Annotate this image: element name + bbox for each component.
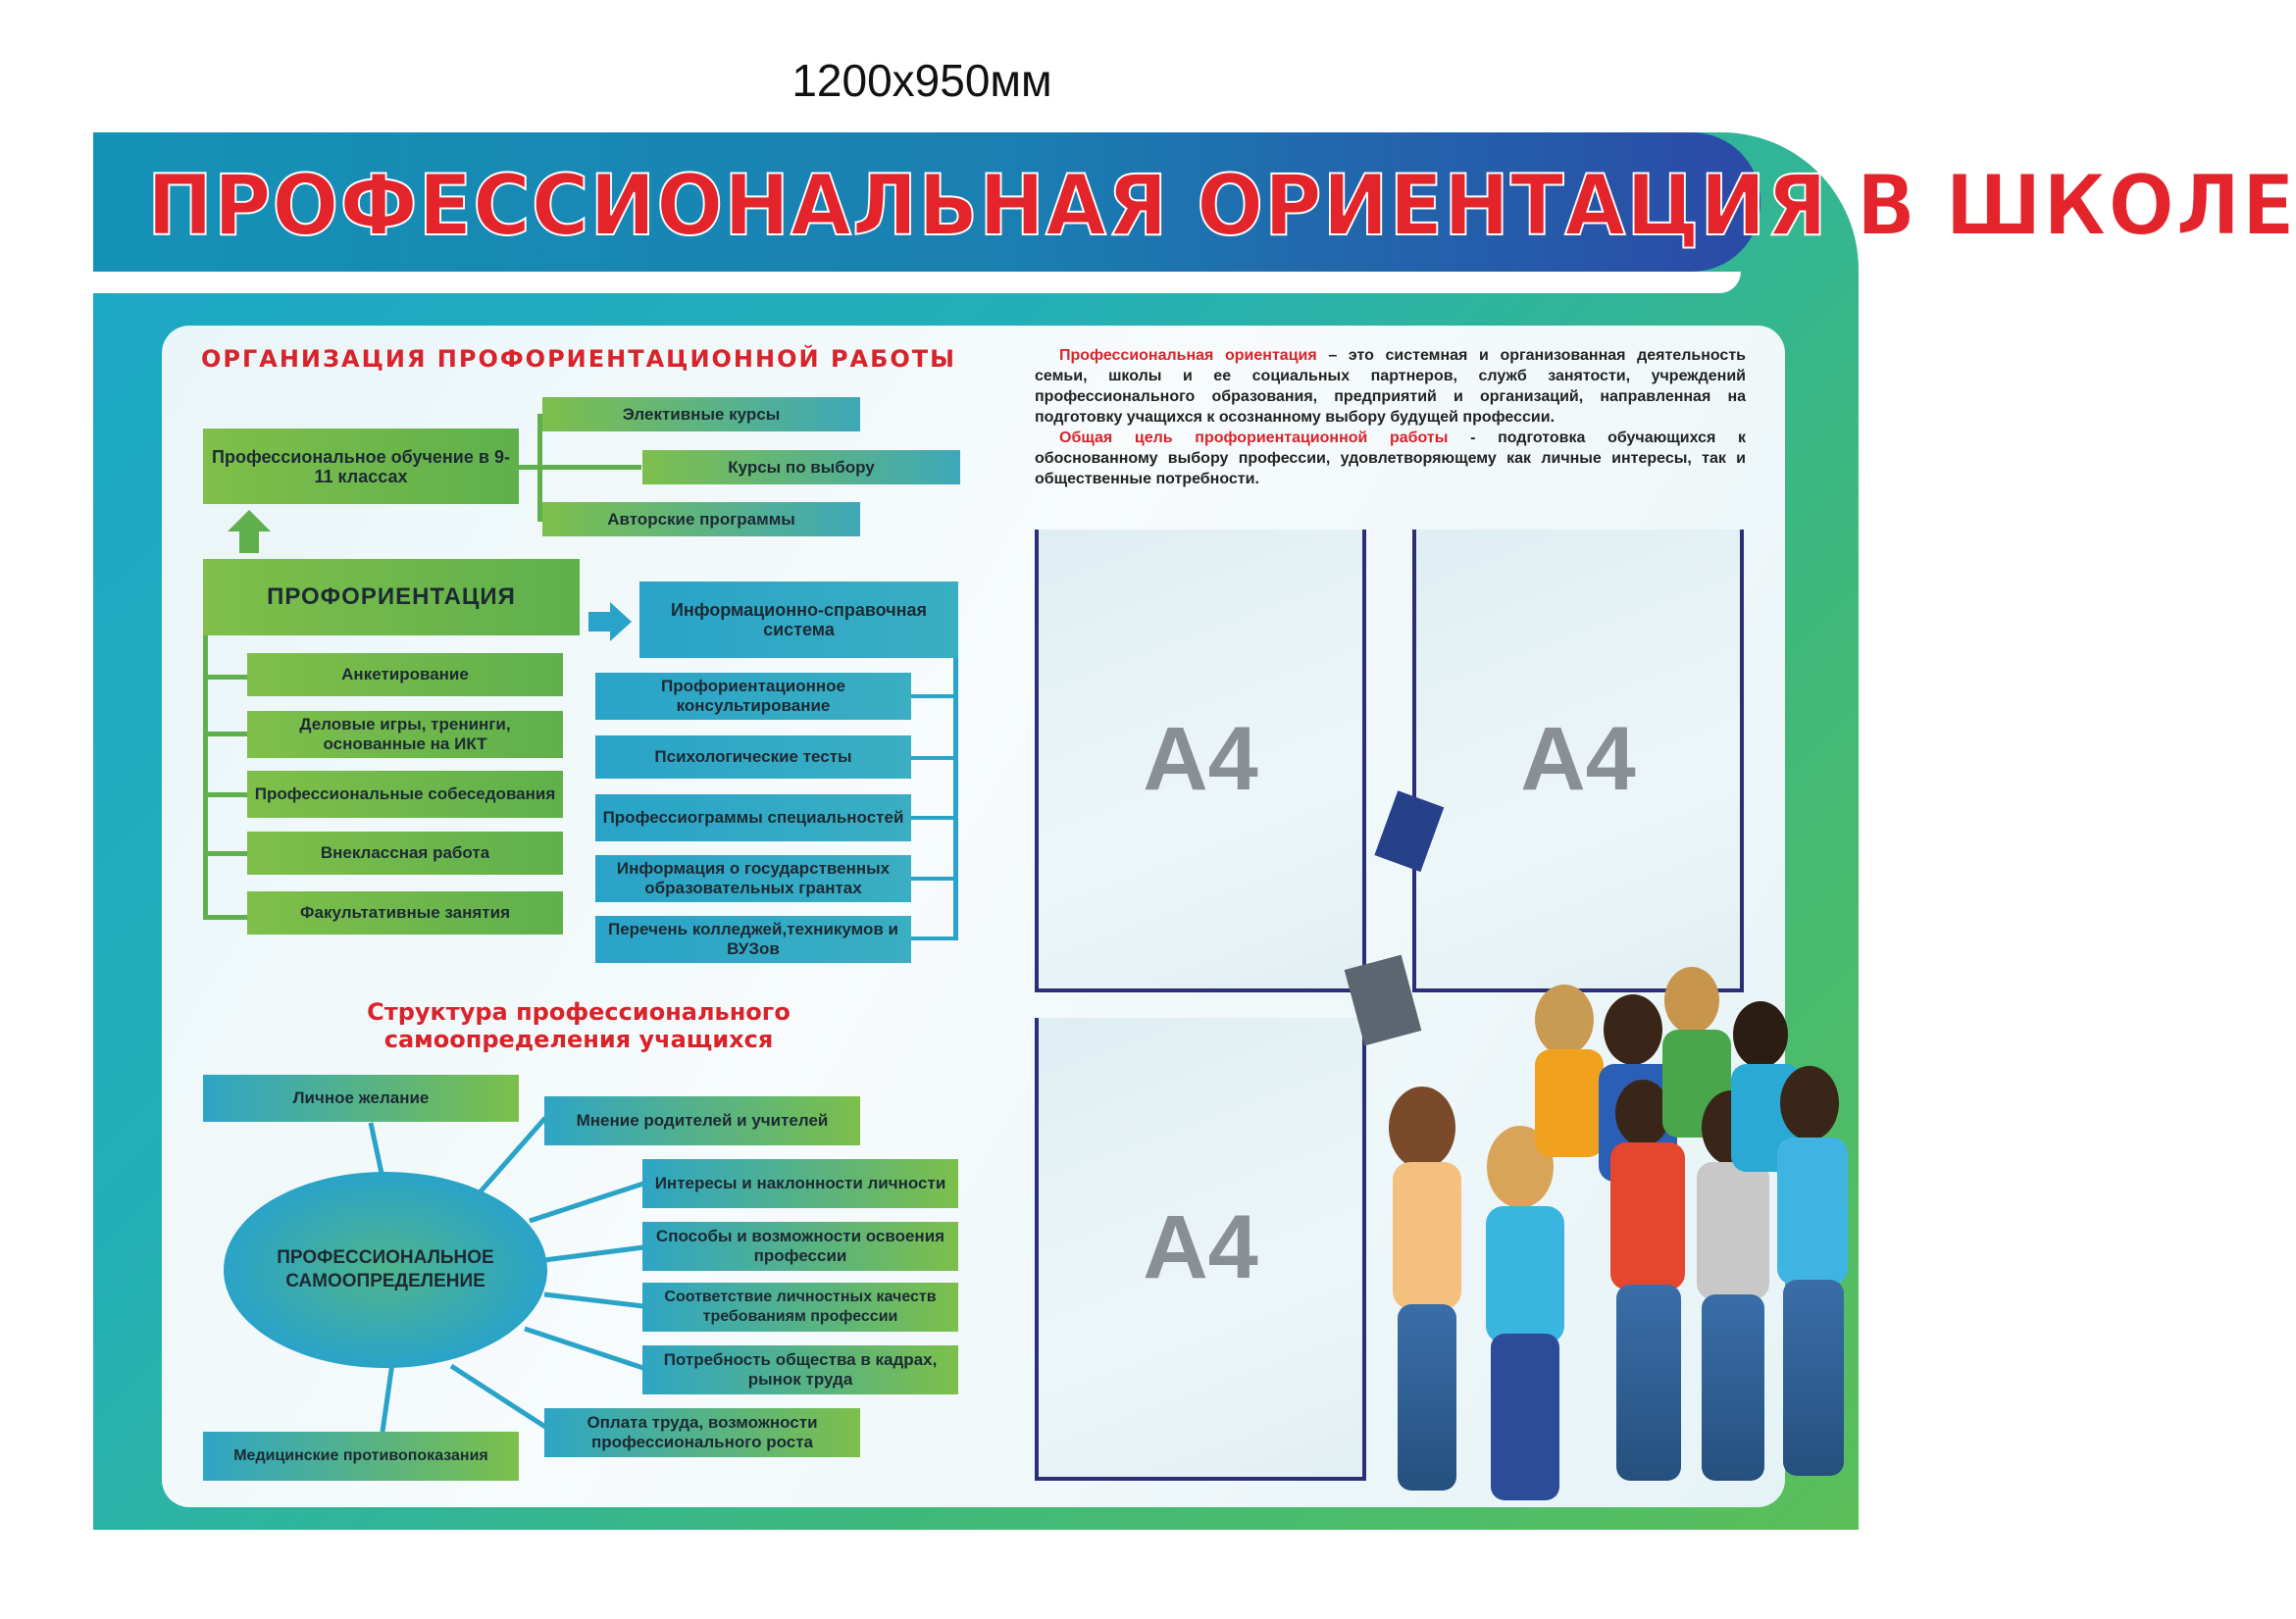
org-heading: ОРГАНИЗАЦИЯ ПРОФОРИЕНТАЦИОННОЙ РАБОТЫ bbox=[200, 345, 957, 373]
left-item-4: Внеклассная работа bbox=[247, 832, 563, 875]
structure-heading-line1: Структура профессионального bbox=[367, 998, 791, 1026]
structure-item-6: Оплата труда, возможности профессионального роста bbox=[544, 1408, 860, 1457]
training-box: Профессиональное обучение в 9-11 классах bbox=[203, 429, 519, 504]
proforientation-box: ПРОФОРИЕНТАЦИЯ bbox=[203, 559, 580, 635]
a4-pocket-3 bbox=[1035, 1018, 1366, 1481]
a4-label-2: A4 bbox=[1520, 708, 1636, 809]
left-item-3: Профессиональные собеседования bbox=[247, 771, 563, 818]
a4-pocket-1 bbox=[1035, 530, 1366, 992]
description-text2: - подготовка обучающихся к обоснованному выбору профессии, удовлетворяющему как личные интересы, так и общественные потребности. bbox=[1035, 430, 1746, 487]
structure-item-1: Мнение родителей и учителей bbox=[544, 1096, 860, 1145]
right-item-1: Профориентационное консультирование bbox=[595, 673, 911, 720]
description-term1: Профессиональная ориентация bbox=[1059, 347, 1317, 364]
personal-desire-box: Личное желание bbox=[203, 1075, 519, 1122]
left-item-2: Деловые игры, тренинги, основанные на ИКТ bbox=[247, 711, 563, 758]
a4-label-3: A4 bbox=[1143, 1196, 1258, 1297]
left-item-5: Факультативные занятия bbox=[247, 891, 563, 935]
right-item-4: Информация о государственных образовательных грантах bbox=[595, 855, 911, 902]
right-item-5: Перечень колледжей,техникумов и ВУЗов bbox=[595, 916, 911, 963]
training-item-1: Элективные курсы bbox=[542, 397, 860, 431]
medical-box: Медицинские противопоказания bbox=[203, 1432, 519, 1481]
info-system-box: Информационно-справочная система bbox=[639, 582, 958, 658]
students-photo bbox=[1353, 941, 1863, 1530]
structure-item-5: Потребность общества в кадрах, рынок труда bbox=[642, 1345, 958, 1394]
description-text1: – это системная и организованная деятельность семьи, школы и ее социальных партнеров, служб занятости, учреждений профессионального образования, предприятий и организаций, направленная на подготовку учащихся к осознанному выбору будущей профессии. bbox=[1035, 347, 1746, 426]
structure-item-2: Интересы и наклонности личности bbox=[642, 1159, 958, 1208]
structure-item-3: Способы и возможности освоения профессии bbox=[642, 1222, 958, 1271]
training-item-3: Авторские программы bbox=[542, 502, 860, 536]
description-term2: Общая цель профориентационной работы bbox=[1059, 430, 1449, 446]
right-item-3: Профессиограммы специальностей bbox=[595, 794, 911, 841]
structure-item-4: Соответствие личностных качеств требованиям профессии bbox=[642, 1283, 958, 1332]
right-item-2: Психологические тесты bbox=[595, 735, 911, 779]
self-determination-ellipse: ПРОФЕССИОНАЛЬНОЕ САМООПРЕДЕЛЕНИЕ bbox=[224, 1172, 547, 1368]
left-item-1: Анкетирование bbox=[247, 653, 563, 696]
structure-heading-line2: самоопределения учащихся bbox=[383, 1026, 774, 1053]
a4-label-1: A4 bbox=[1143, 708, 1258, 809]
description-text bbox=[1035, 345, 1746, 489]
page-title: ПРОФЕССИОНАЛЬНАЯ ОРИЕНТАЦИЯ В ШКОЛЕ bbox=[147, 157, 2296, 255]
a4-pocket-2 bbox=[1412, 530, 1744, 992]
training-item-2: Курсы по выбору bbox=[642, 450, 960, 484]
size-label: 1200x950мм bbox=[791, 55, 1052, 106]
